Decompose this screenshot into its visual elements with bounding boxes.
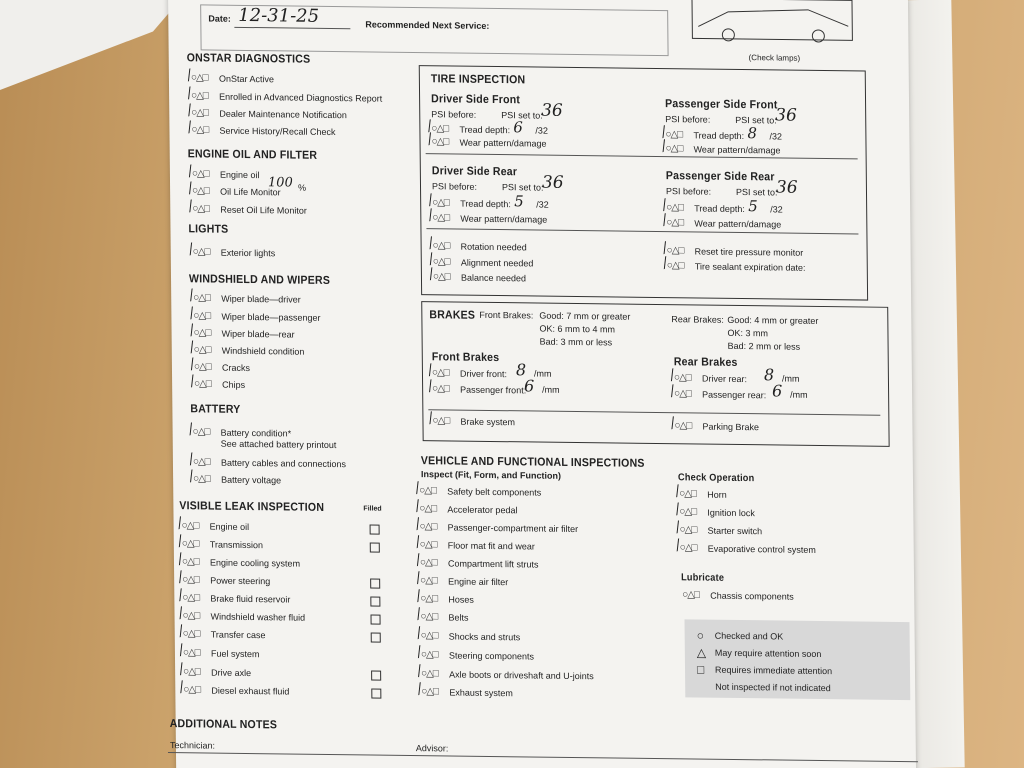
symbol-marks: ○△□ (431, 123, 449, 135)
lamps-caption: (Check lamps) (748, 53, 801, 63)
left-item-1-0: Engine oil (219, 169, 260, 181)
left-item-5-4: Brake fluid reservoir (210, 593, 291, 605)
oil-life-value: 100 (267, 175, 293, 191)
symbol-marks: ○△□ (666, 260, 684, 272)
wear-pattern: Wear pattern/damage (459, 137, 547, 149)
check-slash-icon: / (659, 239, 670, 257)
symbol-marks: ○△□ (192, 185, 209, 197)
brake-unit: /mm (542, 384, 560, 395)
filled-checkbox (371, 633, 381, 643)
tread-unit: /32 (770, 204, 783, 215)
check-item-2: Starter switch (707, 525, 763, 537)
psi-set: PSI set to: (735, 186, 778, 198)
check-slash-icon: / (658, 137, 669, 155)
symbol-marks: ○△□ (419, 485, 437, 497)
lube-item: Chassis components (710, 590, 794, 602)
symbol-marks: ○△□ (666, 202, 684, 214)
tread-value: 5 (514, 192, 524, 211)
tread-depth: Tread depth: (693, 130, 745, 142)
brake-system: Brake system (460, 416, 516, 428)
check-slash-icon: / (185, 162, 196, 180)
symbol-marks: ○△□ (420, 575, 437, 587)
left-item-3-3: Windshield condition (221, 345, 305, 357)
symbol-marks: ○△□ (192, 246, 210, 258)
check-slash-icon: / (667, 382, 678, 400)
left-item-3-5: Chips (222, 379, 246, 390)
tire-dsf: Driver Side Front (431, 93, 521, 107)
check-slash-icon: / (413, 533, 424, 551)
front-brakes-heading: Front Brakes (431, 351, 500, 365)
vehicle-item-3: Floor mat fit and wear (447, 540, 535, 552)
check-slash-icon: / (425, 206, 436, 224)
symbol-marks: ○△□ (679, 524, 697, 536)
psi-value: 36 (541, 172, 564, 193)
check-slash-icon: / (425, 191, 436, 209)
symbol-marks: ○△□ (192, 426, 210, 438)
symbol-marks: ○△□ (665, 129, 683, 141)
section-title-3: WINDSHIELD AND WIPERS (188, 273, 331, 287)
driver-rear: Driver rear: (701, 373, 748, 385)
psi-set: PSI set to: (501, 110, 543, 121)
left-item-3-1: Wiper blade—passenger (221, 311, 321, 323)
legend-symbol: △ (696, 645, 707, 660)
symbol-marks: ○△□ (194, 378, 211, 390)
psi-value: 36 (775, 105, 797, 126)
symbol-marks: ○△□ (421, 668, 438, 680)
brake-unit: /mm (781, 373, 800, 384)
legend-item-1: May require attention soon (714, 647, 822, 660)
check-slash-icon: / (187, 355, 198, 373)
symbol-marks: ○△□ (420, 649, 438, 661)
symbol-marks: ○△□ (181, 556, 199, 568)
check-slash-icon: / (412, 515, 423, 533)
next-service-label: Recommended Next Service: (365, 19, 490, 31)
check-slash-icon: / (175, 550, 186, 568)
wear-pattern: Wear pattern/damage (460, 213, 548, 225)
symbol-marks: ○△□ (420, 611, 438, 623)
check-slash-icon: / (673, 536, 684, 554)
vehicle-item-5: Engine air filter (448, 576, 509, 588)
tread-unit: /32 (535, 125, 548, 136)
check-slash-icon: / (175, 586, 186, 604)
vehicle-subtitle: Inspect (Fit, Form, and Function) (420, 469, 562, 481)
brake-value: 6 (771, 381, 783, 401)
symbol-marks: ○△□ (419, 521, 437, 533)
tread-value: 6 (513, 118, 524, 137)
symbol-marks: ○△□ (191, 90, 208, 102)
rotation-needed: Rotation needed (460, 241, 527, 253)
left-item-0-1: Enrolled in Advanced Diagnostics Report (219, 91, 383, 104)
psi-value: 36 (775, 177, 798, 198)
passenger-front: Passenger front: (460, 384, 527, 396)
tread-unit: /32 (769, 131, 782, 142)
lube-title: Lubricate (681, 572, 725, 584)
check-slash-icon: / (659, 211, 670, 229)
left-item-3-4: Cracks (221, 362, 251, 374)
symbol-marks: ○△□ (183, 666, 200, 678)
symbol-marks: ○△□ (419, 557, 437, 569)
rear-good: Good: 4 mm or greater (727, 314, 819, 326)
check-slash-icon: / (425, 361, 436, 379)
symbol-marks: ○△□ (182, 628, 200, 640)
symbol-marks: ○△□ (183, 684, 201, 696)
filled-checkbox (370, 597, 380, 607)
check-slash-icon: / (176, 660, 187, 678)
check-slash-icon: / (186, 286, 197, 304)
balance-needed: Balance needed (460, 272, 527, 284)
vehicle-item-2: Passenger-compartment air filter (447, 522, 579, 535)
left-item-5-0: Engine oil (209, 521, 250, 533)
check-slash-icon: / (658, 123, 669, 141)
check-slash-icon: / (414, 624, 425, 642)
filled-checkbox (371, 671, 381, 681)
symbol-marks: ○△□ (674, 388, 691, 400)
symbol-marks: ○△□ (679, 542, 697, 554)
tread-depth: Tread depth: (694, 203, 745, 215)
check-slash-icon: / (176, 622, 187, 640)
check-slash-icon: / (414, 662, 425, 680)
brake-value: 6 (523, 376, 535, 396)
check-slash-icon: / (667, 414, 678, 432)
left-item-4-0: Battery condition* (220, 427, 292, 439)
tire-title: TIRE INSPECTION (430, 73, 526, 87)
check-slash-icon: / (187, 338, 198, 356)
psi-before: PSI before: (665, 186, 712, 197)
left-item-4-1: Battery cables and connections (220, 457, 347, 470)
section-title-4: BATTERY (190, 403, 241, 416)
legend-symbol: ○ (696, 628, 704, 643)
advisor-label: Advisor: (415, 743, 449, 754)
sealant-date: Tire sealant expiration date: (694, 261, 806, 273)
check-slash-icon: / (424, 130, 435, 148)
left-item-0-2: Dealer Maintenance Notification (219, 108, 347, 121)
symbol-marks: ○△□ (193, 344, 211, 356)
psi-before: PSI before: (431, 181, 478, 192)
check-slash-icon: / (667, 366, 678, 384)
check-slash-icon: / (660, 254, 671, 272)
inspection-form (168, 0, 916, 768)
check-slash-icon: / (413, 569, 424, 587)
front-brakes-label: Front Brakes: (479, 309, 534, 321)
psi-value: 36 (541, 100, 563, 121)
symbol-marks: ○△□ (431, 136, 449, 148)
check-slash-icon: / (176, 678, 187, 696)
filled-checkbox (370, 524, 380, 534)
passenger-rear: Passenger rear: (702, 389, 767, 401)
symbol-marks: ○△□ (182, 610, 200, 622)
psi-before: PSI before: (665, 114, 711, 125)
left-item-5-6: Transfer case (210, 629, 266, 641)
left-item-3-2: Wiper blade—rear (221, 328, 295, 340)
wear-pattern: Wear pattern/damage (693, 144, 781, 156)
filled-checkbox (370, 542, 380, 552)
filled-checkbox (371, 689, 381, 699)
symbol-marks: ○△□ (193, 292, 211, 304)
technician-label: Technician: (169, 740, 215, 751)
vehicle-item-4: Compartment lift struts (447, 558, 539, 570)
alignment-needed: Alignment needed (460, 257, 534, 269)
check-slash-icon: / (184, 84, 195, 102)
symbol-marks: ○△□ (419, 539, 437, 551)
symbol-marks: ○△□ (420, 593, 438, 605)
filled-label: Filled (363, 505, 382, 513)
symbol-marks: ○△□ (665, 143, 683, 155)
rear-brakes-heading: Rear Brakes (673, 356, 738, 369)
symbol-marks: ○△□ (182, 574, 200, 586)
check-slash-icon: / (185, 420, 196, 438)
wear-pattern: Wear pattern/damage (694, 218, 782, 230)
left-item-2-0: Exterior lights (220, 247, 276, 259)
left-item-4-2: Battery voltage (221, 474, 282, 486)
symbol-marks: ○△□ (431, 367, 449, 379)
notes-title: ADDITIONAL NOTES (169, 718, 278, 732)
check-slash-icon: / (176, 641, 187, 659)
section-title-1: ENGINE OIL AND FILTER (187, 148, 318, 162)
check-slash-icon: / (413, 551, 424, 569)
symbol-marks: ○△□ (419, 503, 437, 515)
check-slash-icon: / (412, 479, 423, 497)
brake-unit: /mm (790, 389, 808, 400)
check-slash-icon: / (424, 117, 435, 135)
check-slash-icon: / (413, 605, 424, 623)
symbol-marks: ○△□ (682, 589, 700, 601)
front-bad: Bad: 3 mm or less (539, 336, 613, 348)
check-slash-icon: / (175, 568, 186, 586)
check-slash-icon: / (186, 304, 197, 322)
symbol-marks: ○△□ (432, 271, 450, 283)
check-slash-icon: / (174, 514, 185, 532)
front-good: Good: 7 mm or greater (539, 310, 631, 322)
symbol-marks: ○△□ (191, 107, 209, 119)
left-item-3-0: Wiper blade—driver (221, 293, 301, 305)
tire-psr: Passenger Side Rear (665, 170, 775, 184)
left-item-5-1: Transmission (209, 539, 264, 551)
vehicle-item-11: Exhaust system (449, 687, 513, 699)
legend-item-3: Not inspected if not indicated (715, 681, 831, 694)
check-slash-icon: / (425, 377, 436, 395)
symbol-marks: ○△□ (193, 361, 211, 373)
section-title-5: VISIBLE LEAK INSPECTION (179, 500, 325, 514)
rear-ok: OK: 3 mm (727, 327, 769, 339)
left-item-5-8: Drive axle (211, 667, 252, 679)
car-lamps-icon (688, 0, 859, 58)
brake-value: 8 (763, 365, 775, 385)
symbol-marks: ○△□ (679, 488, 697, 500)
tread-depth: Tread depth: (460, 198, 511, 210)
tire-psf: Passenger Side Front (665, 98, 778, 112)
symbol-marks: ○△□ (673, 372, 691, 384)
symbol-marks: ○△□ (191, 168, 209, 180)
symbol-marks: ○△□ (193, 327, 211, 339)
driver-front: Driver front: (459, 368, 508, 380)
check-slash-icon: / (184, 118, 195, 136)
check-slash-icon: / (184, 101, 195, 119)
psi-set: PSI set to: (735, 114, 777, 126)
check-slash-icon: / (425, 234, 436, 252)
vehicle-item-0: Safety belt components (447, 486, 542, 498)
symbol-marks: ○△□ (191, 124, 209, 136)
symbol-marks: ○△□ (192, 456, 210, 468)
left-item-1-1: Oil Life Monitor (220, 186, 281, 198)
vehicle-item-1: Accelerator pedal (447, 504, 518, 516)
symbol-marks: ○△□ (193, 310, 211, 322)
symbol-marks: ○△□ (674, 420, 692, 432)
symbol-marks: ○△□ (421, 686, 439, 698)
psi-before: PSI before: (431, 109, 477, 120)
symbol-marks: ○△□ (432, 383, 449, 395)
vehicle-item-10: Axle boots or driveshaft and U-joints (449, 669, 594, 682)
check-slash-icon: / (413, 587, 424, 605)
symbol-marks: ○△□ (193, 473, 210, 485)
check-slash-icon: / (184, 66, 195, 84)
date-label: Date: (208, 13, 231, 24)
legend-item-2: Requires immediate attention (714, 664, 833, 677)
filled-checkbox (370, 579, 380, 589)
symbol-marks: ○△□ (679, 506, 697, 518)
symbol-marks: ○△□ (420, 630, 438, 642)
symbol-marks: ○△□ (432, 415, 450, 427)
brake-value: 8 (515, 360, 527, 380)
symbol-marks: ○△□ (666, 245, 684, 257)
symbol-marks: ○△□ (190, 72, 208, 84)
check-slash-icon: / (672, 500, 683, 518)
check-item-0: Horn (707, 489, 727, 500)
vehicle-item-6: Hoses (448, 594, 474, 605)
symbol-marks: ○△□ (181, 520, 199, 532)
symbol-marks: ○△□ (181, 538, 199, 550)
tread-depth: Tread depth: (459, 124, 511, 136)
legend-symbol: □ (696, 662, 705, 677)
symbol-marks: ○△□ (182, 592, 200, 604)
filled-checkbox (371, 615, 381, 625)
symbol-marks: ○△□ (432, 212, 450, 224)
check-slash-icon: / (186, 467, 197, 485)
symbol-marks: ○△□ (432, 197, 450, 209)
check-slash-icon: / (175, 532, 186, 550)
brakes-title: BRAKES (429, 309, 476, 322)
check-slash-icon: / (175, 604, 186, 622)
vehicle-item-9: Steering components (448, 650, 535, 662)
symbol-marks: ○△□ (432, 240, 450, 252)
oil-life-unit: % (297, 182, 307, 193)
left-item-0-3: Service History/Recall Check (219, 125, 336, 138)
section-title-0: ONSTAR DIAGNOSTICS (186, 52, 311, 66)
vehicle-title: VEHICLE AND FUNCTIONAL INSPECTIONS (420, 455, 645, 470)
brake-unit: /mm (533, 368, 552, 379)
left-item-5-9: Diesel exhaust fluid (211, 685, 290, 697)
check-slash-icon: / (186, 450, 197, 468)
left-item-0-0: OnStar Active (218, 73, 274, 85)
check-slash-icon: / (186, 240, 197, 258)
front-ok: OK: 6 mm to 4 mm (539, 323, 616, 335)
check-slash-icon: / (186, 321, 197, 339)
check-slash-icon: / (412, 497, 423, 515)
vehicle-item-8: Shocks and struts (448, 631, 521, 643)
check-item-1: Ignition lock (707, 507, 755, 519)
parking-brake: Parking Brake (702, 421, 760, 433)
reset-tpm: Reset tire pressure monitor (694, 246, 804, 258)
check-slash-icon: / (672, 482, 683, 500)
section-title-2: LIGHTS (188, 223, 229, 236)
check-slash-icon: / (672, 518, 683, 536)
left-item-5-5: Windshield washer fluid (210, 611, 306, 623)
tread-value: 8 (747, 124, 758, 143)
left-item-5-2: Engine cooling system (209, 557, 301, 569)
tire-dsr: Driver Side Rear (431, 165, 518, 179)
check-slash-icon: / (187, 372, 198, 390)
rear-bad: Bad: 2 mm or less (727, 340, 801, 352)
vehicle-item-7: Belts (448, 612, 469, 623)
check-slash-icon: / (185, 179, 196, 197)
check-slash-icon: / (426, 250, 437, 268)
check-slash-icon: / (426, 265, 437, 283)
psi-set: PSI set to: (501, 182, 544, 193)
date-value: 12-31-25 (238, 4, 320, 27)
check-slash-icon: / (425, 409, 436, 427)
symbol-marks: ○△□ (192, 203, 210, 215)
check-slash-icon: / (659, 196, 670, 214)
check-slash-icon: / (414, 680, 425, 698)
check-op-title: Check Operation (677, 472, 755, 485)
rear-brakes-label: Rear Brakes: (671, 314, 724, 325)
tread-unit: /32 (536, 199, 549, 210)
symbol-marks: ○△□ (182, 647, 200, 659)
battery-note: See attached battery printout (220, 438, 337, 451)
check-item-3: Evaporative control system (707, 543, 816, 555)
check-slash-icon: / (185, 197, 196, 215)
left-item-5-7: Fuel system (210, 648, 260, 660)
tread-value: 5 (748, 197, 758, 216)
legend-item-0: Checked and OK (714, 630, 784, 642)
check-slash-icon: / (414, 643, 425, 661)
symbol-marks: ○△□ (666, 217, 684, 229)
symbol-marks: ○△□ (432, 256, 450, 268)
left-item-5-3: Power steering (210, 575, 271, 587)
left-item-1-2: Reset Oil Life Monitor (220, 204, 307, 216)
